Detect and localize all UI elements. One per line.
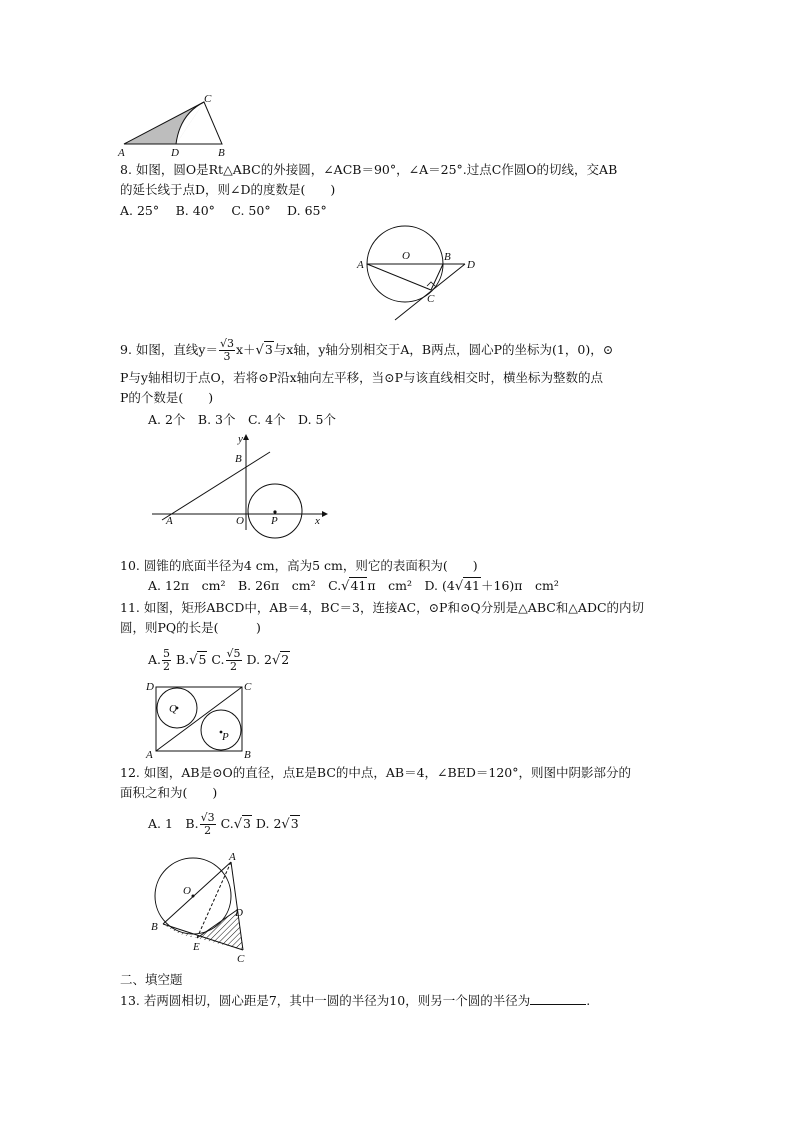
figure-q11-rectangle-incircles xyxy=(146,680,258,760)
label-x: x xyxy=(315,515,320,527)
label-d: D xyxy=(467,259,475,271)
label-q: Q xyxy=(169,703,177,715)
label-o: O xyxy=(183,885,191,897)
q9-line2: P与y轴相切于点O，若将⊙P沿x轴向左平移，当⊙P与该直线相交时，横坐标为整数的点 xyxy=(120,370,604,385)
q10-line1: 10. 圆锥的底面半径为4 cm，高为5 cm，则它的表面积为( ) xyxy=(120,558,478,573)
label-b: B xyxy=(444,251,451,263)
q12-line1: 12. 如图，AB是⊙O的直径，点E是BC的中点，AB＝4，∠BED＝120°，则图中阴影部分的 xyxy=(120,765,631,780)
circle-p xyxy=(201,710,241,750)
label-a: A xyxy=(146,749,153,761)
q11-line1: 11. 如图，矩形ABCD中，AB＝4，BC＝3，连接AC，⊙P和⊙Q分别是△ABC和△ADC的内切 xyxy=(120,600,645,615)
fraction-sqrt3-over-3: $\frac{√3}{3}$ xyxy=(219,337,234,363)
label-y: y xyxy=(238,433,243,445)
section-title-fill-in: 二、填空题 xyxy=(120,972,183,987)
q8-line1: 8. 如图，圆O是Rt△ABC的外接圆，∠ACB＝90°，∠A＝25°.过点C作圆O的切线，交AB xyxy=(120,162,618,177)
label-b: B xyxy=(244,749,251,761)
q13-line1: 13. 若两圆相切，圆心距是7，其中一圆的半径为10，则另一个圆的半径为 . xyxy=(120,993,591,1008)
answer-blank[interactable] xyxy=(530,992,586,1005)
label-c: C xyxy=(204,93,212,105)
label-d: D xyxy=(146,681,154,693)
label-p: P xyxy=(222,731,229,743)
figure-q8-circle-tangent xyxy=(355,222,485,322)
q12-options: A. 1 B. $\frac{√3}{2}$ C.√3 D. 2√3 xyxy=(148,811,299,837)
q12-line2: 面积之和为( ) xyxy=(120,785,218,800)
label-b: B xyxy=(235,453,242,465)
label-a: A xyxy=(166,515,173,527)
figure-q9-coordinate-circle xyxy=(150,432,335,532)
label-o: O xyxy=(236,515,244,527)
label-b: B xyxy=(218,147,225,159)
label-p: P xyxy=(271,515,278,527)
q11-options: A. $\frac{5}{2}$ B.√5 C. $\frac{√5}{2}$ D. 2√2 xyxy=(148,647,290,673)
label-c: C xyxy=(427,293,435,305)
q9-line3: P的个数是( ) xyxy=(120,390,214,405)
figure-q12-circle-shaded xyxy=(145,852,265,964)
label-c: C xyxy=(237,953,245,965)
label-c: C xyxy=(244,681,252,693)
figure-q7-shaded-triangle xyxy=(118,92,228,160)
sqrt-3: √3 xyxy=(255,342,273,358)
q8-options: A. 25° B. 40° C. 50° D. 65° xyxy=(120,203,327,218)
label-d: D xyxy=(171,147,179,159)
q9-options: A. 2个 B. 3个 C. 4个 D. 5个 xyxy=(148,412,337,427)
label-a: A xyxy=(229,851,236,863)
q11-line2: 圆，则PQ的长是( ) xyxy=(120,620,261,635)
label-a: A xyxy=(357,259,364,271)
label-e: E xyxy=(193,941,200,953)
label-b: B xyxy=(151,921,158,933)
label-o: O xyxy=(402,250,410,262)
q10-options: A. 12π cm² B. 26π cm² C.√41π cm² D. (4√41＋16)π cm² xyxy=(148,578,559,594)
q8-line2: 的延长线于点D，则∠D的度数是( ) xyxy=(120,182,336,197)
label-a: A xyxy=(118,147,125,159)
label-d: D xyxy=(235,907,243,919)
q9-line1: 9. 如图，直线y＝ $\frac{√3}{3}$ x＋√3与x轴，y轴分别相交于A，B两点，圆心P的坐标为(1，0)，⊙ xyxy=(120,337,614,363)
